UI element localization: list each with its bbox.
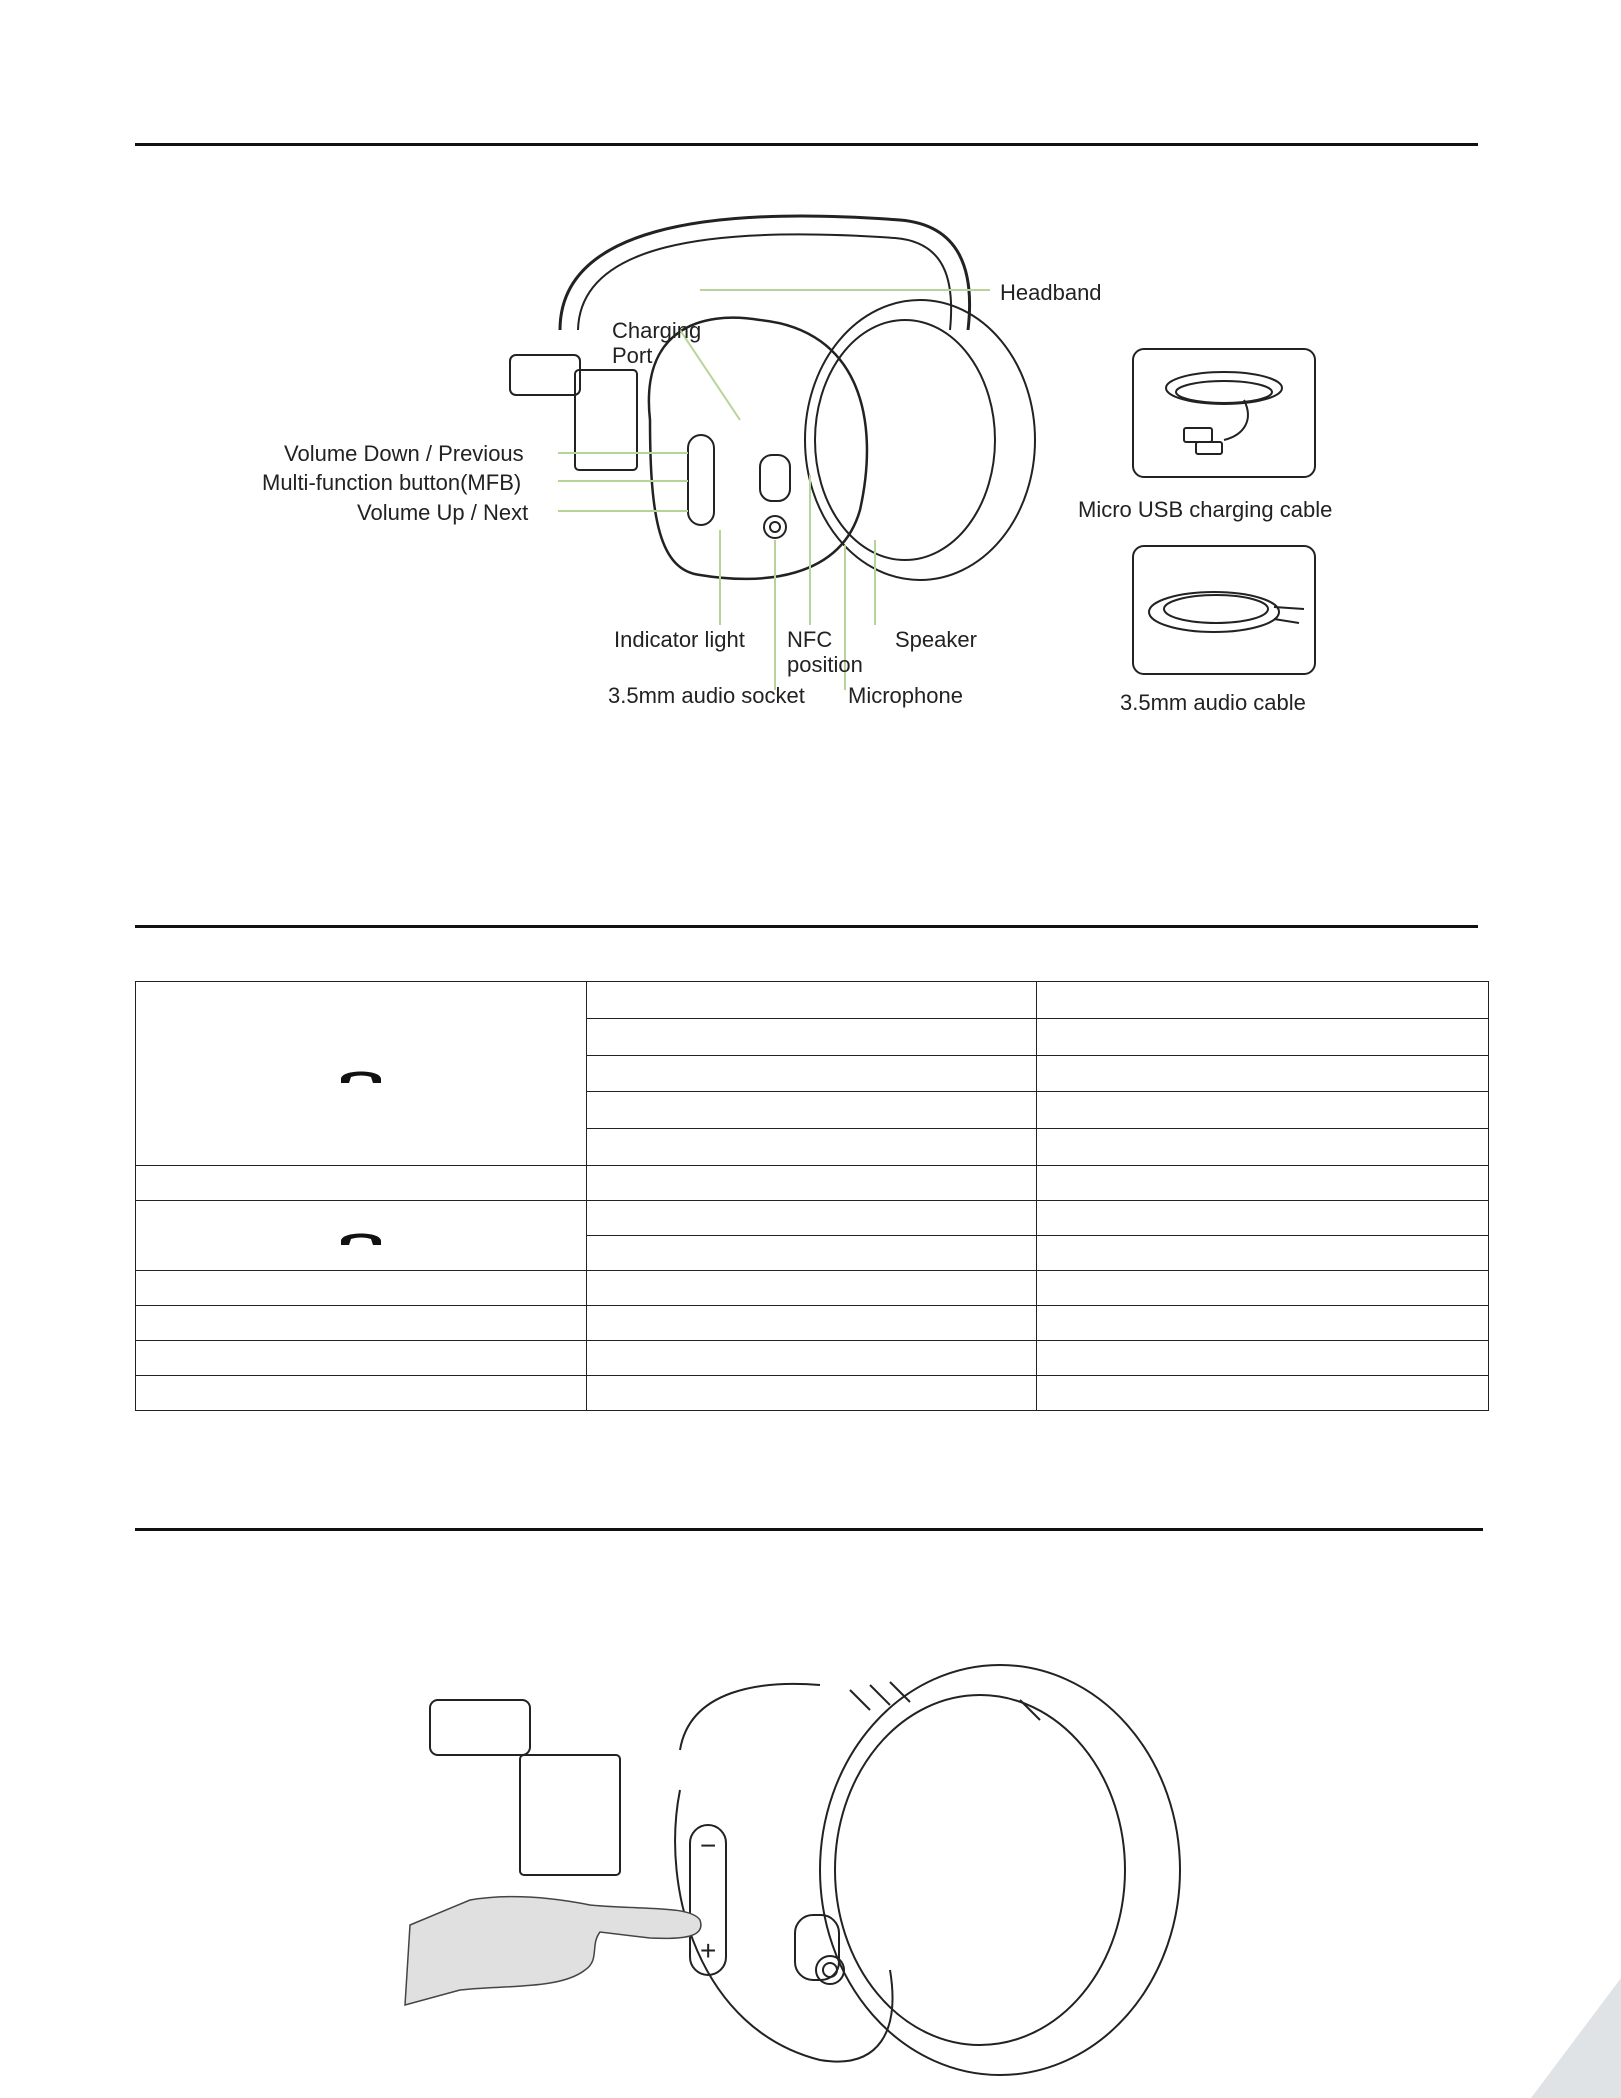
table-cell xyxy=(587,1166,1037,1201)
table-cell xyxy=(1037,1201,1489,1236)
table-cell xyxy=(587,1129,1037,1166)
svg-text:−: − xyxy=(700,1830,717,1861)
table-cell xyxy=(1037,1129,1489,1166)
hand-shape xyxy=(405,1897,701,2005)
table-cell xyxy=(1037,1166,1489,1201)
section-rule-middle xyxy=(135,925,1478,928)
table-cell xyxy=(587,1306,1037,1341)
table-cell xyxy=(1037,1376,1489,1411)
table-cell xyxy=(1037,1306,1489,1341)
label-mfb: Multi-function button(MFB) xyxy=(262,470,522,495)
label-speaker: Speaker xyxy=(895,627,977,652)
label-audio-socket: 3.5mm audio socket xyxy=(608,683,805,708)
audio-cable-icon xyxy=(1134,547,1314,673)
usb-cable-box xyxy=(1132,348,1316,478)
table-cell xyxy=(587,1092,1037,1129)
table-cell xyxy=(136,1271,587,1306)
label-indicator-light: Indicator light xyxy=(614,627,745,652)
usb-cable-icon xyxy=(1134,350,1314,476)
table-cell xyxy=(1037,1018,1489,1055)
table-cell xyxy=(1037,1341,1489,1376)
svg-text:+: + xyxy=(700,1935,717,1966)
table-row xyxy=(136,982,1489,1019)
label-nfc-position: NFC position xyxy=(787,627,863,678)
table-cell xyxy=(587,1341,1037,1376)
section-rule-bottom xyxy=(135,1528,1483,1531)
table-cell xyxy=(587,1018,1037,1055)
table-cell xyxy=(1037,1236,1489,1271)
table-cell xyxy=(1037,1092,1489,1129)
table-cell xyxy=(1037,1271,1489,1306)
table-row xyxy=(136,1201,1489,1236)
table-row xyxy=(136,1166,1489,1201)
phone-hangup-icon xyxy=(337,1063,385,1085)
table-cell xyxy=(1037,982,1489,1019)
table-row xyxy=(136,1341,1489,1376)
label-charging-port: Charging Port xyxy=(612,318,702,369)
label-volume-up: Volume Up / Next xyxy=(357,500,529,525)
label-microphone: Microphone xyxy=(848,683,963,708)
table-cell xyxy=(136,1376,587,1411)
page-corner-decoration xyxy=(1531,1978,1621,2098)
audio-cable-caption: 3.5mm audio cable xyxy=(1120,690,1306,715)
table-cell xyxy=(587,1236,1037,1271)
table-cell-group-1 xyxy=(136,982,587,1166)
table-row xyxy=(136,1271,1489,1306)
table-cell xyxy=(587,1376,1037,1411)
table-row xyxy=(136,1306,1489,1341)
table-cell xyxy=(136,1341,587,1376)
table-cell xyxy=(587,1271,1037,1306)
usb-cable-caption: Micro USB charging cable xyxy=(1078,497,1333,522)
table-cell xyxy=(136,1306,587,1341)
table-cell xyxy=(587,1201,1037,1236)
table-cell xyxy=(136,1166,587,1201)
label-headband: Headband xyxy=(1000,280,1102,305)
hand-pressing-mfb-illustration xyxy=(0,1670,1621,2090)
controls-table xyxy=(135,981,1489,1411)
table-cell xyxy=(587,982,1037,1019)
table-cell xyxy=(1037,1055,1489,1092)
phone-hangup-icon xyxy=(337,1225,385,1247)
table-cell xyxy=(587,1055,1037,1092)
table-cell-group-2 xyxy=(136,1201,587,1271)
table-row xyxy=(136,1376,1489,1411)
audio-cable-box xyxy=(1132,545,1316,675)
label-volume-down: Volume Down / Previous xyxy=(284,441,524,466)
